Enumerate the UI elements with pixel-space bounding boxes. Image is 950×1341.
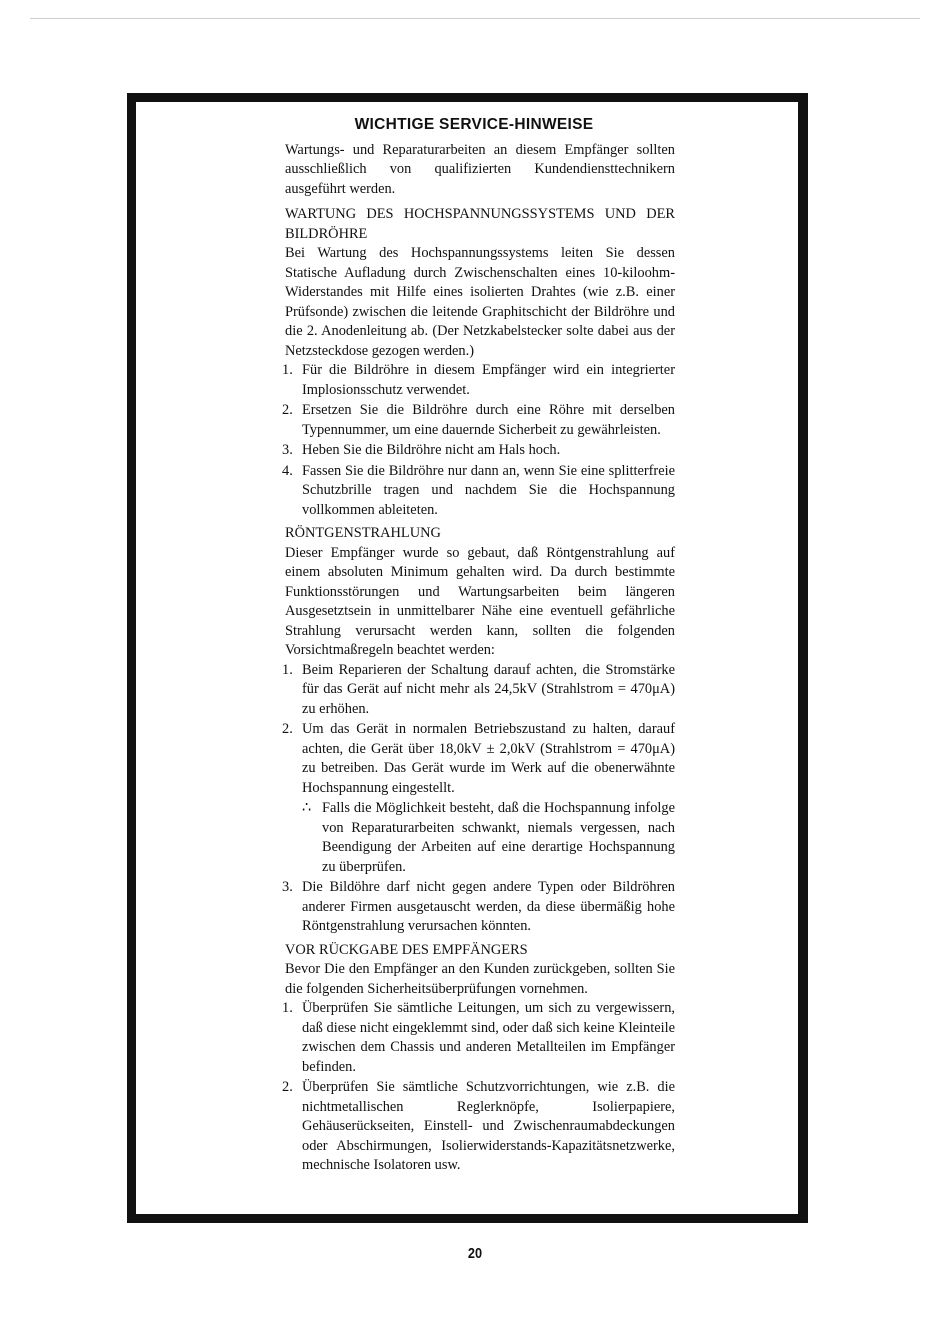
notice-frame: [127, 93, 808, 1223]
list-item: 2. Um das Gerät in normalen Betriebszustand zu halten, darauf achten, die Gerät über 18,0kV ± 2,0kV (Strahlstrom = 470μA) zu betreiben. Das Gerät wurde im Werk auf die obenerwähnte Hochspannung eingestellt. ∴ Falls die Möglichkeit besteht, daß die Hochspannung infolge von Reparaturarbeiten schwankt, niemals vergessen, nach Beendigung der Arbeiten auf eine derartige Hochspannung zu überprüfen.: [285, 720, 675, 877]
list-item: 1. Für die Bildröhre in diesem Empfänger wird ein integrierter Implosionsschutz verwendet.: [282, 362, 675, 398]
list-high-voltage: [282, 361, 675, 520]
section-text-high-voltage: Bei Wartung des Hochspannungssystems leiten Sie dessen Statische Aufladung durch Zwischenschalten eines 10-kiloohm-Widerstandes mit Hilfe eines isolierten Drahtes (wie z.B. einer Prüfsonde) zwischen die leitende Graphitschicht der Bildröhre und die 2. Anodenleitung ab. (Der Netzkabelstecker solte dabei aus der Netzsteckdose gezogen werden.): [285, 245, 675, 359]
list-item: 1. Beim Reparieren der Schaltung darauf achten, die Stromstärke für das Gerät auf nicht mehr als 24,5kV (Strahlstrom = 470μA) zu erhöhen.: [282, 661, 675, 717]
page-number: 20: [467, 1245, 483, 1262]
list-item: 2. Überprüfen Sie sämtliche Schutzvorrichtungen, wie z.B. die nichtmetallischen Reglerknöpfe, Isolierpapiere, Gehäuserückseiten, Einstell- und Zwischenraumabdeckungen oder Abschirmungen, Isolierwiderstands-Kapazitätsnetzwerke, mechnische Isolatoren usw.: [282, 1079, 675, 1173]
notice-title: WICHTIGE SERVICE-HINWEISE: [354, 116, 594, 133]
section-text-return: Bevor Die den Empfänger an den Kunden zurückgeben, sollten Sie die folgenden Sicherheitsüberprüfungen vornehmen.: [285, 961, 675, 997]
section-heading-return: VOR RÜCKGABE DES EMPFÄNGERS: [285, 941, 528, 958]
list-item: 3. Heben Sie die Bildröhre nicht am Hals hoch.: [282, 442, 561, 458]
top-rule: [30, 18, 920, 19]
list-item: 1. Überprüfen Sie sämtliche Leitungen, um sich zu vergewissern, daß diese nicht eingeklemmt sind, oder daß sich keine Kleinteile zwischen dem Chassis und anderen Metallteilen im Empfänger befinden.: [282, 1000, 675, 1075]
list-item: 3. Die Bildöhre darf nicht gegen andere Typen oder Bildröhren anderer Firmen ausgetauscht werden, da diese übermäßig hohe Röntgenstrahlung verursachen könnten.: [282, 879, 675, 934]
therefore-mark: ∴: [302, 800, 312, 816]
list-xray: [282, 661, 675, 937]
sub-note: ∴ Falls die Möglichkeit besteht, daß die Hochspannung infolge von Reparaturarbeiten schwankt, niemals vergessen, nach Beendigung der Arbeiten auf eine derartige Hochspannung zu überprüfen.: [302, 800, 675, 875]
section-heading-xray: RÖNTGENSTRAHLUNG: [285, 525, 441, 541]
section-heading-high-voltage: WARTUNG DES HOCHSPANNUNGSSYSTEMS UND DER BILDRÖHRE: [285, 206, 675, 242]
notice-content: [282, 115, 675, 1180]
list-item: 2. Ersetzen Sie die Bildröhre durch eine Röhre mit derselben Typennummer, um eine dauernde Sicherbeit zu gewährleisten.: [282, 402, 675, 438]
list-item: 4. Fassen Sie die Bildröhre nur dann an, wenn Sie eine splitterfreie Schutzbrille tragen und nachdem Sie die Hochspannung vollkommen ableiteten.: [282, 462, 675, 518]
section-text-xray: Dieser Empfänger wurde so gebaut, daß Röntgenstrahlung auf einem absoluten Minimum gehalten wird. Da durch bestimmte Funktionsstörungen und Wartungsarbeiten beim längeren Ausgesetztsein in unmittelbarer Nähe eine eventuell gefährliche Strahlung verursacht werden kann, sollten die folgenden Vorsichtmaßregeln beachtet werden:: [285, 544, 675, 658]
list-return: [282, 999, 675, 1176]
intro-paragraph: Wartungs- und Reparaturarbeiten an diesem Empfänger sollten ausschließlich von qualifizierten Kundendiensttechnikern ausgeführt werden.: [285, 141, 675, 197]
